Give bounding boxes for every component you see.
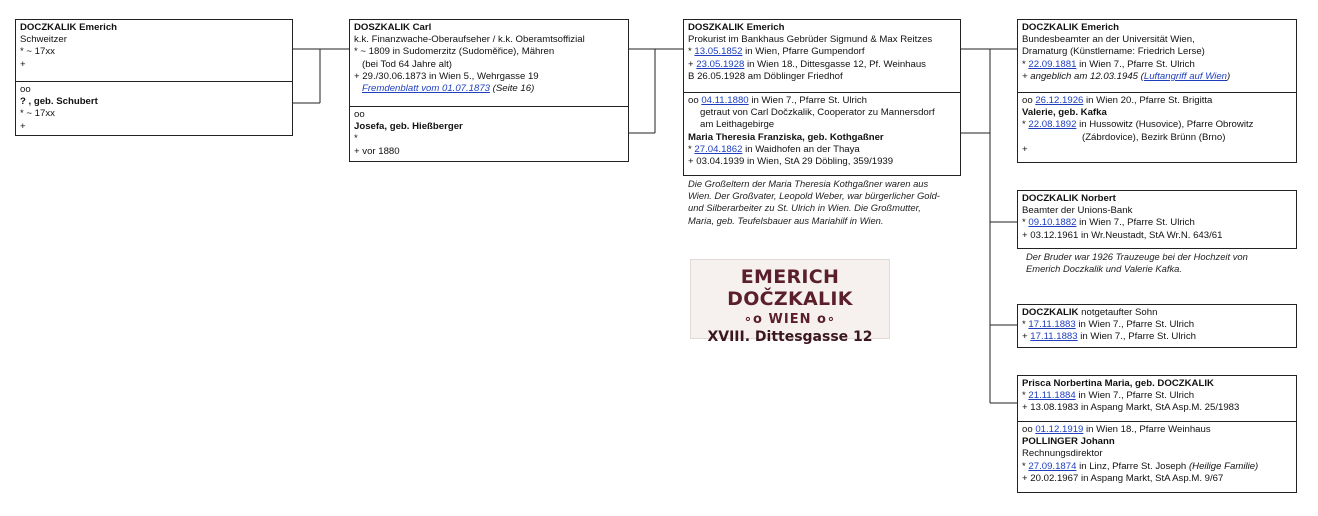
death-line: + 17.11.1883 in Wien 7., Pfarre St. Ulrich	[1022, 331, 1196, 343]
person-name: Prisca Norbertina Maria, geb. DOCZKALIK	[1022, 378, 1214, 389]
norbert-note	[1026, 251, 1248, 275]
marriage-symbol: oo	[354, 109, 365, 120]
occupation: Beamter der Unions-Bank	[1022, 205, 1133, 217]
birth-date-link[interactable]: 17.11.1883	[1028, 319, 1076, 331]
marriage-symbol: oo	[20, 84, 31, 95]
person-section	[16, 20, 292, 81]
luftangriff-link[interactable]: Luftangriff auf Wien	[1143, 70, 1227, 82]
birth-date-link[interactable]: 22.09.1881	[1028, 58, 1077, 70]
spouse-birth-date-link[interactable]: 27.09.1874	[1028, 460, 1077, 472]
person-name: DOCZKALIK Norbert	[1022, 193, 1116, 204]
person-box-doczkalik-emerich-jr	[1017, 19, 1297, 163]
spouse-birth-place-detail: (Zábrdovice), Bezirk Brünn (Brno)	[1082, 131, 1226, 143]
stamp-city: ∘o WIEN o∘	[743, 312, 837, 327]
stamp-name: EMERICH DOČZKALIK	[727, 266, 853, 310]
birth-date-link[interactable]: 09.10.1882	[1028, 217, 1077, 229]
note-line: Die Großeltern der Maria Theresia Kothgaßner waren aus	[688, 178, 929, 189]
spouse-name: POLLINGER Johann	[1022, 436, 1115, 448]
person-name: DOSZKALIK Emerich	[688, 22, 785, 33]
person-section	[1018, 191, 1296, 244]
death-line: + 03.12.1961 in Wr.Neustadt, StA Wr.N. 643/61	[1022, 229, 1223, 241]
birth-line: * ~ 17xx	[20, 46, 55, 58]
person-box-doczkalik-norbert	[1017, 190, 1297, 249]
person-name: DOCZKALIK Emerich	[20, 22, 118, 33]
death-line: +	[20, 58, 26, 70]
fremdenblatt-link[interactable]: Fremdenblatt vom 01.07.1873	[362, 83, 490, 95]
note-line: Maria, geb. Teufelsbauer aus Mariahilf in Wien.	[688, 214, 884, 226]
person-section	[1018, 376, 1296, 421]
birth-date-link[interactable]: 13.05.1852	[694, 46, 743, 58]
person-section	[1018, 20, 1296, 92]
person-section	[350, 20, 628, 106]
birth-line: * 22.09.1881 in Wien 7., Pfarre St. Ulrich	[1022, 58, 1195, 70]
age-note: (bei Tod 64 Jahre alt)	[362, 58, 452, 70]
spouse-death-line: + vor 1880	[354, 145, 400, 157]
spouse-section	[1018, 421, 1296, 487]
person-box-doczkalik-son	[1017, 304, 1297, 348]
marriage-date-link[interactable]: 04.11.1880	[701, 95, 749, 106]
birth-line: * 09.10.1882 in Wien 7., Pfarre St. Ulrich	[1022, 217, 1195, 229]
death-line: + 13.08.1983 in Aspang Markt, StA Asp.M. 25/1983	[1022, 402, 1240, 414]
death-date-link[interactable]: 17.11.1883	[1030, 331, 1078, 343]
address-stamp-image	[690, 259, 890, 345]
occupation: Bundesbeamter an der Universität Wien,	[1022, 34, 1195, 46]
person-name-line: DOCZKALIK notgetaufter Sohn	[1022, 307, 1158, 318]
person-box-doszkalik-carl	[349, 19, 629, 162]
spouse-section	[16, 81, 292, 135]
spouse-name: ? , geb. Schubert	[20, 96, 98, 108]
spouse-section	[1018, 92, 1296, 158]
person-box-doczkalik-emerich-sr	[15, 19, 293, 136]
person-section	[684, 20, 960, 92]
birth-date-link[interactable]: 21.11.1884	[1028, 390, 1076, 402]
spouse-name: Valerie, geb. Kafka	[1022, 107, 1107, 119]
spouse-birth-line: * 27.09.1874 in Linz, Pfarre St. Joseph (Heilige Familie)	[1022, 460, 1259, 472]
person-name: DOSZKALIK Carl	[354, 22, 432, 33]
occupation: k.k. Finanzwache-Oberaufseher / k.k. Oberamtsoffizial	[354, 34, 585, 46]
person-name: DOCZKALIK	[1022, 307, 1079, 318]
birth-line: * 17.11.1883 in Wien 7., Pfarre St. Ulrich	[1022, 319, 1195, 331]
burial-line: B 26.05.1928 am Döblinger Friedhof	[688, 70, 843, 82]
spouse-section	[350, 106, 628, 160]
stamp-address: XVIII. Dittesgasse 12	[707, 329, 873, 345]
death-line: + 23.05.1928 in Wien 18., Dittesgasse 12, Pf. Weinhaus	[688, 58, 926, 70]
spouse-death-line: +	[20, 120, 26, 132]
death-date-link[interactable]: 23.05.1928	[696, 58, 745, 70]
birth-line: * 21.11.1884 in Wien 7., Pfarre St. Ulrich	[1022, 390, 1195, 402]
person-box-doszkalik-emerich	[683, 19, 961, 176]
spouse-birth-line: *	[354, 133, 358, 145]
spouse-birth-date-link[interactable]: 22.08.1892	[1028, 119, 1077, 131]
note-line: Emerich Doczkalik und Valerie Kafka.	[1026, 263, 1182, 275]
marriage-officiant: getraut von Carl Dočzkalik, Cooperator zu Mannersdorf	[700, 107, 935, 119]
death-line: + angeblich am 12.03.1945 (Luftangriff auf Wien)	[1022, 70, 1231, 82]
marriage-line: oo 26.12.1926 in Wien 20., Pfarre St. Brigitta	[1022, 95, 1213, 106]
spouse-birth-line: * ~ 17xx	[20, 108, 55, 120]
spouse-birth-line: * 27.04.1862 in Waidhofen an der Thaya	[688, 143, 860, 155]
spouse-name: Maria Theresia Franziska, geb. Kothgaßner	[688, 131, 884, 143]
occupation-detail: Dramaturg (Künstlername: Friedrich Lerse)	[1022, 46, 1205, 58]
person-section	[1018, 305, 1296, 346]
note-line: Der Bruder war 1926 Trauzeuge bei der Hochzeit von	[1026, 251, 1248, 262]
spouse-death-line: + 20.02.1967 in Aspang Markt, StA Asp.M. 9/67	[1022, 472, 1224, 484]
spouse-death-line: +	[1022, 143, 1028, 155]
source-line	[354, 83, 624, 95]
occupation: Prokurist im Bankhaus Gebrüder Sigmund & Max Reitzes	[688, 34, 933, 46]
marriage-date-link[interactable]: 01.12.1919	[1035, 424, 1084, 435]
spouse-name: Josefa, geb. Hießberger	[354, 121, 463, 133]
marriage-officiant-place: am Leithagebirge	[700, 119, 775, 131]
spouse-death-line: + 03.04.1939 in Wien, StA 29 Döbling, 359/1939	[688, 156, 894, 168]
spouse-occupation: Rechnungsdirektor	[1022, 448, 1103, 460]
page-ref: (Seite 16)	[490, 83, 535, 95]
spouse-birth-line: * 22.08.1892 in Hussowitz (Husovice), Pfarre Obrowitz	[1022, 119, 1254, 131]
marriage-line: oo 01.12.1919 in Wien 18., Pfarre Weinhaus	[1022, 424, 1211, 435]
death-line: + 29./30.06.1873 in Wien 5., Wehrgasse 19	[354, 70, 539, 82]
spouse-birth-date-link[interactable]: 27.04.1862	[694, 143, 743, 155]
birth-line: * ~ 1809 in Sudomerzitz (Sudoměřice), Mähren	[354, 46, 555, 58]
person-box-prisca-doczkalik	[1017, 375, 1297, 493]
note-line: Wien. Der Großvater, Leopold Weber, war bürgerlicher Gold-	[688, 190, 940, 202]
marriage-line: oo 04.11.1880 in Wien 7., Pfarre St. Ulrich	[688, 95, 868, 106]
birth-line: * 13.05.1852 in Wien, Pfarre Gumpendorf	[688, 46, 865, 58]
spouse-section	[684, 92, 960, 170]
marriage-date-link[interactable]: 26.12.1926	[1035, 95, 1084, 106]
person-name: DOCZKALIK Emerich	[1022, 22, 1120, 33]
grandparents-note	[688, 178, 940, 227]
occupation: Schweitzer	[20, 34, 67, 46]
note-line: und Silberarbeiter zu St. Ulrich in Wien. Die Großmutter,	[688, 202, 921, 214]
